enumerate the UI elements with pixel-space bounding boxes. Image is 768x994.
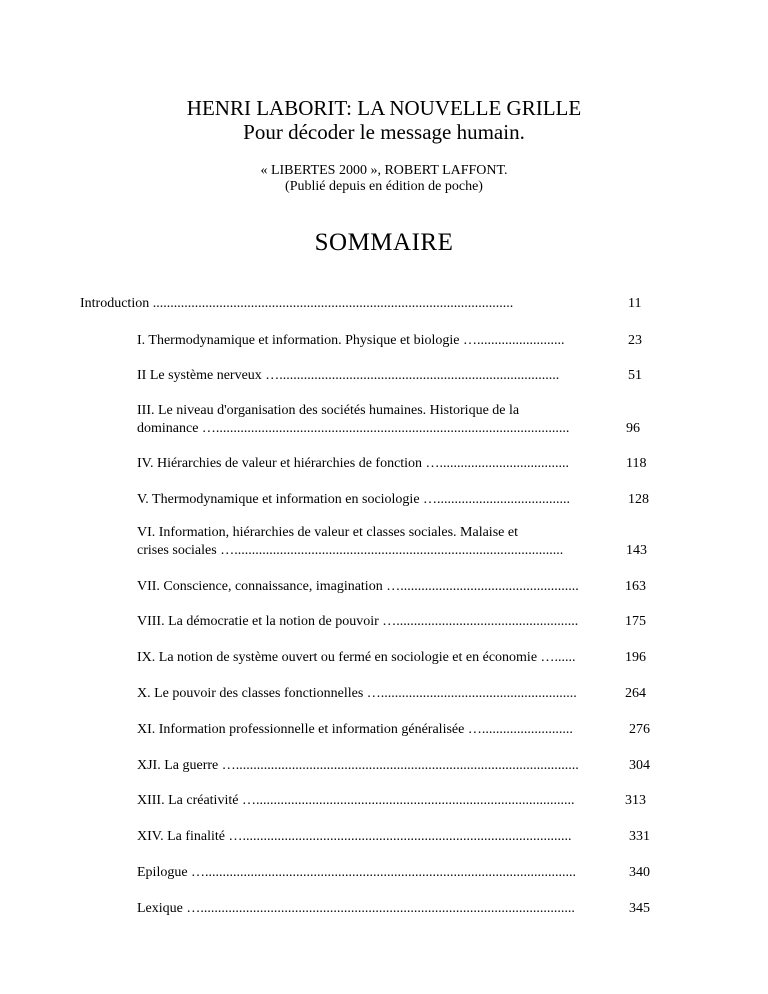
publisher-line: « LIBERTES 2000 », ROBERT LAFFONT.	[260, 163, 508, 178]
toc-page-number: 331	[629, 829, 650, 844]
toc-entry-chapter-8	[137, 613, 619, 631]
toc-entry-chapter-12	[137, 757, 618, 775]
toc-page-number: 264	[625, 686, 646, 701]
toc-page-number: 175	[625, 614, 646, 629]
toc-entry-chapter-6	[137, 524, 617, 560]
toc-entry-title: IX. La notion de système ouvert ou fermé en sociologie et en économie …......	[137, 650, 576, 665]
toc-entry-title: I. Thermodynamique et information. Physique et biologie ….........................	[137, 333, 565, 348]
toc-entry-chapter-4	[137, 455, 617, 473]
toc-entry-title: II Le système nerveux …................................................................................	[137, 368, 560, 383]
toc-entry-chapter-14	[137, 828, 618, 846]
toc-entry-chapter-13	[137, 792, 619, 810]
toc-page-number: 304	[629, 758, 650, 773]
toc-page-number: 196	[625, 650, 646, 665]
toc-entry-title: VII. Conscience, connaissance, imagination …...................................................	[137, 579, 579, 594]
toc-page-number: 340	[629, 865, 650, 880]
toc-entry-title: VIII. La démocratie et la notion de pouvoir …....................................................	[137, 614, 579, 629]
toc-entry-title: Lexique …...........................................................................................................	[137, 901, 575, 916]
toc-entry-chapter-10	[137, 685, 619, 703]
toc-entry-title: XI. Information professionnelle et information généralisée …..........................	[137, 722, 573, 737]
toc-page-number: 11	[628, 296, 642, 311]
toc-page-number: 96	[626, 421, 640, 436]
toc-entry-chapter-7	[137, 578, 619, 596]
toc-page-number: 345	[629, 901, 650, 916]
book-title: HENRI LABORIT: LA NOUVELLE GRILLE	[186, 96, 582, 120]
toc-entry-title: Introduction .......................................................................................................	[80, 296, 514, 311]
toc-entry-title: VI. Information, hiérarchies de valeur et classes sociales. Malaise et	[137, 525, 518, 540]
toc-entry-title: X. Le pouvoir des classes fonctionnelles …........................................................	[137, 686, 577, 701]
toc-heading: SOMMAIRE	[314, 229, 454, 256]
toc-page-number: 128	[628, 492, 649, 507]
toc-entry-title: III. Le niveau d'organisation des sociétés humaines. Historique de la	[137, 403, 520, 418]
toc-entry-title-continued: crises sociales …..............................................................................................	[137, 543, 564, 558]
book-subtitle: Pour décoder le message humain.	[243, 120, 525, 144]
toc-entry-chapter-3	[137, 402, 612, 438]
toc-entry-chapter-2	[137, 367, 612, 385]
toc-entry-title: V. Thermodynamique et information en sociologie …......................................	[137, 492, 571, 507]
toc-page-number: 163	[625, 579, 646, 594]
toc-entry-chapter-9	[137, 649, 619, 667]
toc-entry-title: XIII. La créativité …...........................................................................................	[137, 793, 575, 808]
toc-page-number: 51	[628, 368, 642, 383]
toc-entry-title: XJI. La guerre …..................................................................................................	[137, 758, 579, 773]
toc-entry-title-continued: dominance ….....................................................................................................	[137, 421, 570, 436]
toc-entry-title: IV. Hiérarchies de valeur et hiérarchies de fonction ….....................................	[137, 456, 570, 471]
toc-page-number: 118	[626, 456, 647, 471]
toc-entry-chapter-5	[137, 491, 617, 509]
toc-entry-title: Epilogue …..........................................................................................................	[137, 865, 577, 880]
toc-entry-chapter-1	[137, 332, 612, 350]
toc-entry-title: XIV. La finalité …..............................................................................................	[137, 829, 572, 844]
toc-page-number: 276	[629, 722, 650, 737]
toc-page-number: 313	[625, 793, 646, 808]
toc-entry-introduction	[80, 295, 612, 313]
edition-note: (Publié depuis en édition de poche)	[285, 179, 483, 194]
toc-page-number: 23	[628, 333, 642, 348]
toc-page-number: 143	[626, 543, 647, 558]
toc-entry-lexique	[137, 900, 618, 918]
toc-entry-chapter-11	[137, 721, 618, 739]
toc-entry-epilogue	[137, 864, 618, 882]
